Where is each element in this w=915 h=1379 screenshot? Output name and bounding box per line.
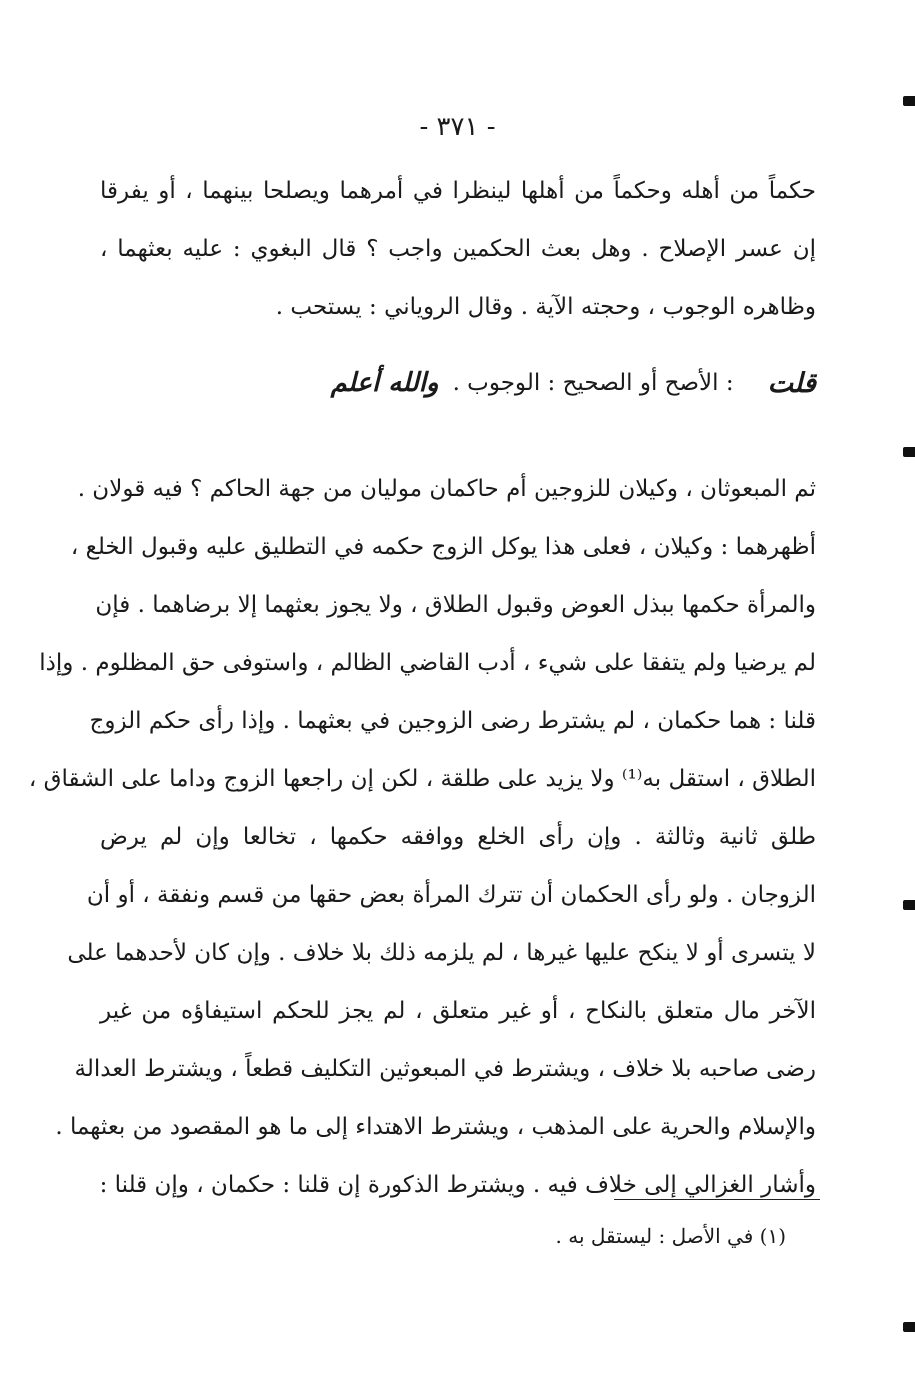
text-line: الآخر مال متعلق بالنكاح ، أو غير متعلق ، لم يجز للحكم استيفاؤه من غير (100, 998, 816, 1024)
qult-statement (100, 348, 816, 418)
text-line: حكماً من أهله وحكماً من أهلها لينظرا في أمرهما ويصلحا بينهما ، أو يفرقا (100, 178, 816, 204)
text-line: ثم المبعوثان ، وكيلان للزوجين أم حاكمان موليان من جهة الحاكم ؟ فيه قولان . (77, 476, 816, 502)
paragraph-1 (100, 162, 816, 336)
scan-edge-mark (903, 447, 915, 457)
text-line: طلق ثانية وثالثة . وإن رأى الخلع ووافقه حكمها ، تخالعا وإن لم يرض (100, 824, 816, 850)
footnote-divider (614, 1199, 820, 1200)
scan-edge-mark (903, 1322, 915, 1332)
text-line: إن عسر الإصلاح . وهل بعث الحكمين واجب ؟ قال البغوي : عليه بعثهما ، (100, 236, 816, 262)
text-line: وظاهره الوجوب ، وحجته الآية . وقال الروياني : يستحب . (275, 294, 816, 320)
text-line: رضى صاحبه بلا خلاف ، ويشترط في المبعوثين التكليف قطعاً ، ويشترط العدالة (74, 1056, 816, 1082)
text-line: أظهرهما : وكيلان ، فعلى هذا يوكل الزوج حكمه في التطليق عليه وقبول الخلع ، (70, 534, 816, 560)
footnote: (١) في الأصل : ليستقل به . (555, 1224, 786, 1248)
qult-text: : الأصح أو الصحيح : الوجوب . (452, 370, 734, 396)
scan-edge-mark (903, 900, 915, 910)
text-line: الزوجان . ولو رأى الحكمان أن تترك المرأة بعض حقها من قسم ونفقة ، أو أن (86, 882, 816, 908)
qult-label: قلت (767, 367, 816, 399)
qult-closing: والله أعلم (330, 368, 439, 398)
paragraph-2 (28, 460, 816, 1214)
text-line: والمرأة حكمها ببذل العوض وقبول الطلاق ، ولا يجوز بعثهما إلا برضاهما . فإن (95, 592, 816, 618)
text-line: لم يرضيا ولم يتفقا على شيء ، أدب القاضي الظالم ، واستوفى حق المظلوم . وإذا (39, 650, 816, 676)
scan-edge-mark (903, 96, 915, 106)
text-line: وأشار الغزالي إلى خلاف فيه . ويشترط الذكورة إن قلنا : حكمان ، وإن قلنا : (99, 1172, 816, 1198)
page-number: - ٣٧١ - (419, 112, 496, 142)
text-line: والإسلام والحرية على المذهب ، ويشترط الاهتداء إلى ما هو المقصود من بعثهما . (55, 1114, 816, 1140)
text-line: قلنا : هما حكمان ، لم يشترط رضى الزوجين في بعثهما . وإذا رأى حكم الزوج (89, 708, 816, 734)
text-line: الطلاق ، استقل به⁽¹⁾ ولا يزيد على طلقة ، لكن إن راجعها الزوج وداما على الشقاق ، (28, 766, 816, 792)
text-line: لا يتسرى أو لا ينكح عليها غيرها ، لم يلزمه ذلك بلا خلاف . وإن كان لأحدهما على (67, 940, 816, 966)
